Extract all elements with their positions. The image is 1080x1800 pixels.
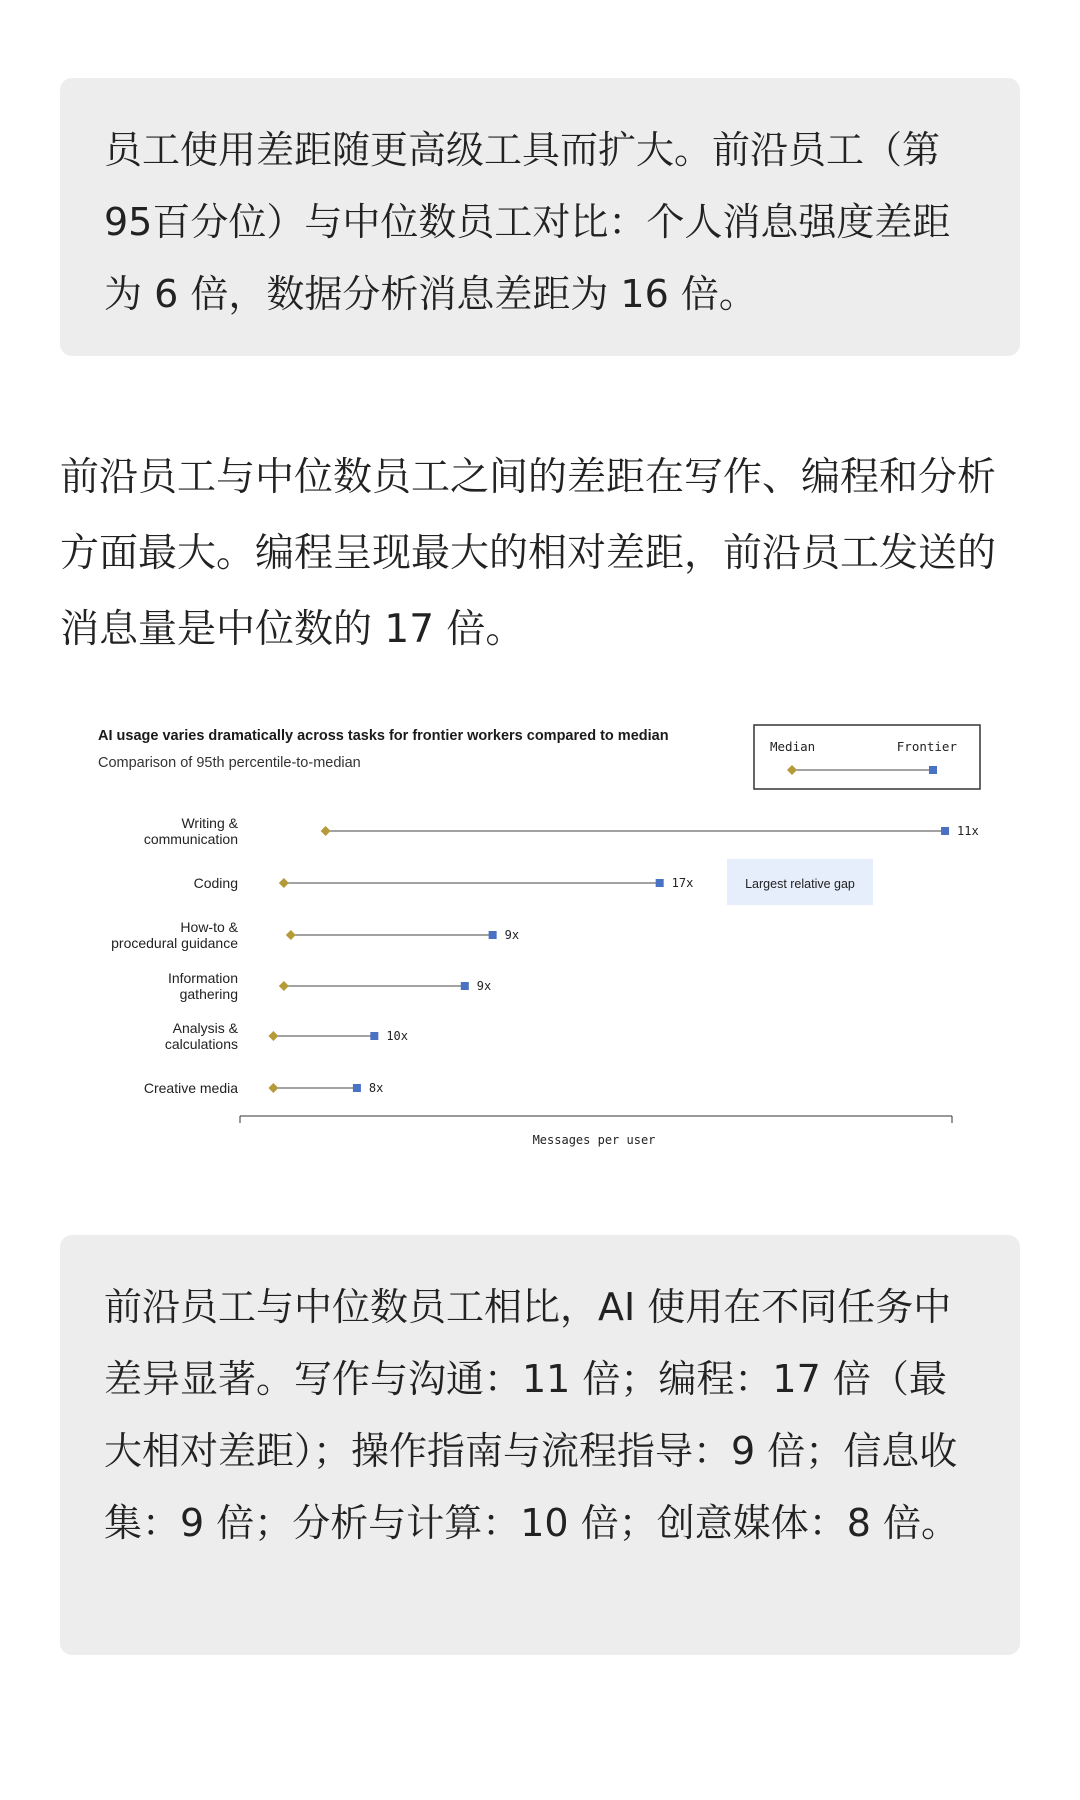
category-label (165, 1020, 239, 1052)
ratio-label: 9x (476, 979, 492, 993)
category-label-line: calculations (164, 1036, 238, 1052)
category-label (111, 919, 239, 951)
category-label-line: procedural guidance (111, 935, 238, 951)
ratio-label: 8x (368, 1081, 384, 1095)
x-axis-label: Messages per user (532, 1133, 656, 1147)
category-label-line: Creative media (143, 1080, 238, 1096)
annotation-label: Largest relative gap (745, 877, 855, 891)
dumbbell-chart (80, 708, 1000, 1168)
chart-rows (111, 815, 979, 1096)
category-label-line: Coding (193, 875, 238, 891)
ratio-label: 11x (957, 824, 979, 838)
legend-frontier-label: Frontier (896, 739, 957, 754)
chart-title: AI usage varies dramatically across tasks for frontier workers compared to median (98, 728, 669, 744)
summary-callout-bottom-text: 前沿员工与中位数员工相比，AI 使用在不同任务中差异显著。写作与沟通：11 倍；编程：17 倍（最大相对差距）；操作指南与流程指导：9 倍；信息收集：9 倍；分析与计算：10 倍；创意媒体：8 倍。 (104, 1285, 959, 1545)
category-label-line: How-to & (180, 919, 238, 935)
median-marker (286, 930, 296, 940)
legend-median-label: Median (770, 739, 816, 754)
summary-callout-top (60, 78, 1020, 356)
ratio-label: 17x (671, 876, 694, 890)
median-marker (268, 1031, 278, 1041)
category-label-line: communication (143, 831, 238, 847)
category-label-line: gathering (179, 986, 238, 1002)
median-marker (279, 878, 289, 888)
chart-subtitle: Comparison of 95th percentile-to-median (98, 755, 361, 771)
body-paragraph (60, 440, 1020, 668)
summary-callout-top-text: 员工使用差距随更高级工具而扩大。前沿员工（第95百分位）与中位数员工对比：个人消息强度差距为 6 倍，数据分析消息差距为 16 倍。 (104, 128, 951, 316)
frontier-marker (353, 1084, 361, 1092)
median-marker (321, 826, 331, 836)
frontier-marker (461, 982, 469, 990)
ratio-label: 10x (386, 1029, 409, 1043)
median-marker (279, 981, 289, 991)
category-label-line: Analysis & (172, 1020, 238, 1036)
frontier-marker (489, 931, 497, 939)
frontier-marker (941, 827, 949, 835)
frontier-marker (656, 879, 664, 887)
category-label (168, 970, 238, 1002)
category-label (144, 815, 239, 847)
chart-legend (754, 725, 980, 789)
ratio-label: 9x (504, 928, 520, 942)
legend-box (754, 725, 980, 789)
category-label (194, 875, 238, 891)
median-marker (268, 1083, 278, 1093)
frontier-marker (370, 1032, 378, 1040)
legend-frontier-marker (929, 766, 937, 774)
category-label-line: Information (167, 970, 238, 986)
category-label (144, 1080, 238, 1096)
body-paragraph-text: 前沿员工与中位数员工之间的差距在写作、编程和分析方面最大。编程呈现最大的相对差距，前沿员工发送的消息量是中位数的 17 倍。 (60, 455, 997, 652)
summary-callout-bottom (60, 1235, 1020, 1655)
category-label-line: Writing & (181, 815, 238, 831)
